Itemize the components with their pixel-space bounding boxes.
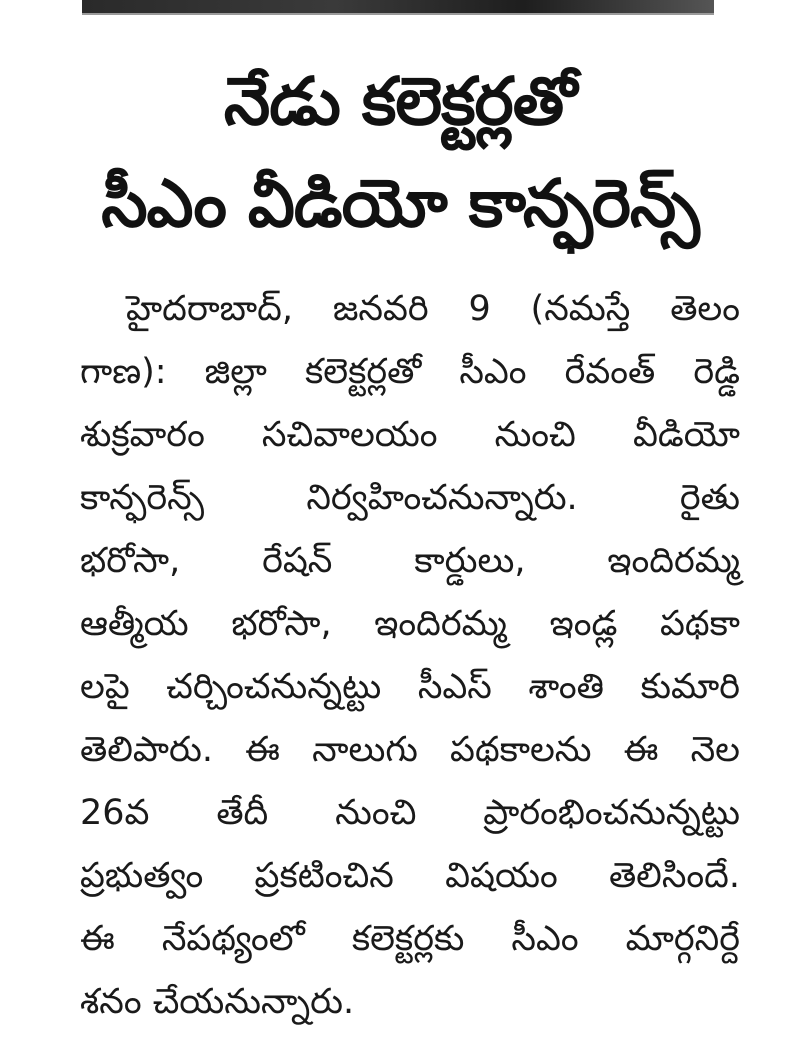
article-line: భరోసా, రేషన్ కార్డులు, ఇందిరమ్మ — [80, 541, 740, 581]
photo-crop — [82, 0, 714, 15]
article-line: ఈ నేపథ్యంలో కలెక్టర్లకు సీఎం మార్గనిర్దే — [80, 919, 740, 959]
article-line: లపై చర్చించనున్నట్టు సీఎస్ శాంతి కుమారి — [80, 667, 740, 707]
article-line: 26వ తేదీ నుంచి ప్రారంభించనున్నట్టు — [80, 793, 740, 833]
article-line: హైదరాబాద్, జనవరి 9 (నమస్తే తెలం — [126, 289, 740, 329]
headline-line-2: సీఎం వీడియో కాన్ఫరెన్స్ — [101, 165, 699, 242]
headline-line-1: నేడు కలెక్టర్లతో — [223, 63, 577, 140]
article-line: శుక్రవారం సచివాలయం నుంచి వీడియో — [80, 415, 740, 455]
article-line: గాణ): జిల్లా కలెక్టర్లతో సీఎం రేవంత్ రెడ్డి — [80, 352, 740, 392]
article-line: కాన్ఫరెన్స్ నిర్వహించనున్నారు. రైతు — [80, 478, 740, 518]
article-line: శనం చేయనున్నారు. — [80, 982, 355, 1022]
article-body — [80, 278, 740, 1034]
article-line: తెలిపారు. ఈ నాలుగు పథకాలను ఈ నెల — [80, 730, 740, 770]
article-line: ఆత్మీయ భరోసా, ఇందిరమ్మ ఇండ్ల పథకా — [80, 604, 740, 644]
article-line: ప్రభుత్వం ప్రకటించిన విషయం తెలిసిందే. — [80, 856, 740, 896]
